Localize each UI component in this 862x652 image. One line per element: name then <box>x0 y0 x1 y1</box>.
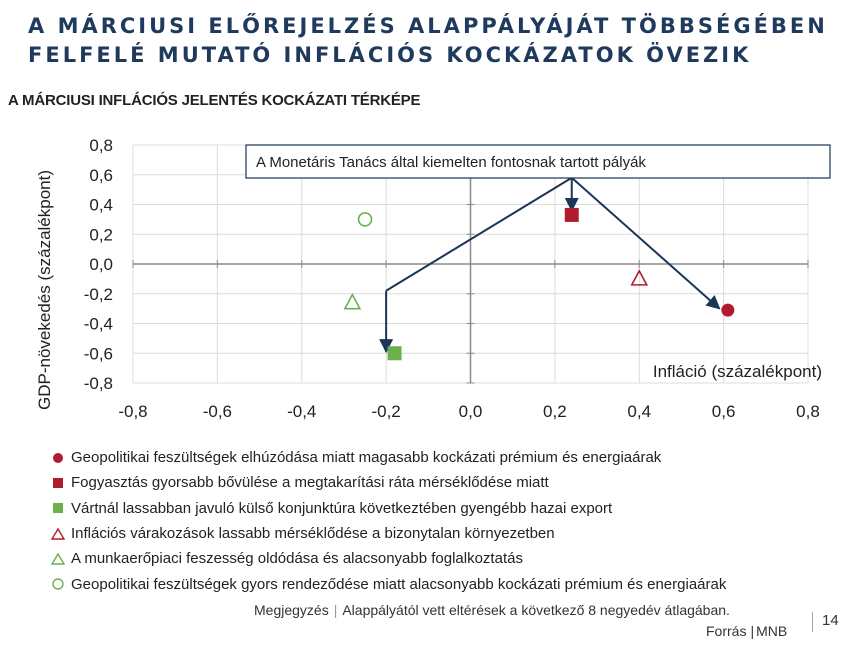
legend-item <box>50 445 726 470</box>
x-tick-label: 0,4 <box>627 402 652 421</box>
y-tick-label: 0,4 <box>89 195 113 215</box>
y-tick-label: 0,6 <box>89 165 113 185</box>
y-tick-label: -0,8 <box>83 374 113 393</box>
legend-item <box>50 496 726 521</box>
legend-label: Vártnál lassabban javuló külső konjunktúra következtében gyengébb hazai export <box>71 499 613 517</box>
legend-label: Fogyasztás gyorsabb bővülése a megtakarítási ráta mérséklődése miatt <box>71 474 549 492</box>
highlighted-path-arrow <box>572 178 720 309</box>
x-tick-label: -0,6 <box>202 402 233 421</box>
source-separator: | <box>750 623 755 639</box>
scenario-point <box>565 208 579 222</box>
y-tick-label: -0,6 <box>83 344 113 364</box>
filled-square-icon <box>50 476 67 490</box>
y-tick-label: -0,2 <box>83 284 113 304</box>
outline-circle-icon <box>50 577 67 591</box>
note-label: Megjegyzés <box>254 602 329 618</box>
x-tick-label: 0,6 <box>711 402 736 421</box>
x-axis-label: Infláció (százalékpont) <box>652 362 822 381</box>
slide-title-line-1: A MÁRCIUSI ELŐREJELZÉS ALAPPÁLYÁJÁT TÖBBSÉGÉBEN <box>28 14 828 38</box>
source-value: MNB <box>756 623 788 639</box>
annotation-box <box>246 145 830 178</box>
legend-item <box>50 546 726 571</box>
x-tick-label: -0,2 <box>371 402 401 421</box>
scenario-point <box>388 346 402 360</box>
legend-label: Geopolitikai feszültségek gyors rendeződése miatt alacsonyabb kockázati prémium és energiaárak <box>71 575 727 593</box>
note-separator: | <box>333 602 338 618</box>
annotation-text: A Monetáris Tanács által kiemelten fontosnak tartott pályák <box>256 154 646 171</box>
source-label: Forrás <box>706 623 747 639</box>
y-tick-label: 0,0 <box>89 255 113 274</box>
x-tick-label: -0,8 <box>118 402 148 421</box>
x-tick-label: 0,8 <box>796 402 820 421</box>
scenario-point <box>359 213 372 226</box>
legend-label: A munkaerőpiaci feszesség oldódása és alacsonyabb foglalkoztatás <box>71 550 523 568</box>
scenario-point <box>345 295 360 309</box>
legend-label: Inflációs várakozások lassabb mérséklődése a bizonytalan környezetben <box>71 525 555 543</box>
footer-note <box>254 602 730 618</box>
chart-title: A MÁRCIUSI INFLÁCIÓS JELENTÉS KOCKÁZATI TÉRKÉPE <box>8 92 421 109</box>
legend-item <box>50 470 726 495</box>
note-text: Alappályától vett eltérések a következő 8 negyedév átlagában. <box>342 602 730 618</box>
x-tick-label: -0,4 <box>287 402 317 421</box>
legend <box>50 445 726 597</box>
scenario-points <box>345 208 734 360</box>
filled-circle-icon <box>50 451 67 465</box>
y-tick-label: 0,2 <box>89 225 113 245</box>
legend-item <box>50 521 726 546</box>
footer-source <box>706 623 787 639</box>
x-tick-label: 0,0 <box>458 402 483 421</box>
slide-title-line-2: FELFELÉ MUTATÓ INFLÁCIÓS KOCKÁZATOK ÖVEZIK <box>28 43 752 67</box>
y-axis-label: GDP-növekedés (százalékpont) <box>35 169 54 411</box>
x-tick-label: 0,2 <box>543 402 567 421</box>
y-tick-label: 0,8 <box>89 136 113 155</box>
legend-item <box>50 571 726 596</box>
page-number-divider <box>812 612 813 632</box>
outline-triangle-icon <box>50 527 67 541</box>
y-tick-label: -0,4 <box>83 314 113 334</box>
legend-label: Geopolitikai feszültségek elhúzódása miatt magasabb kockázati prémium és energiaárak <box>71 449 662 467</box>
axes <box>133 145 808 383</box>
outline-triangle-icon <box>50 552 67 566</box>
scenario-point <box>721 304 734 317</box>
filled-square-icon <box>50 501 67 515</box>
page-number: 14 <box>822 612 839 629</box>
